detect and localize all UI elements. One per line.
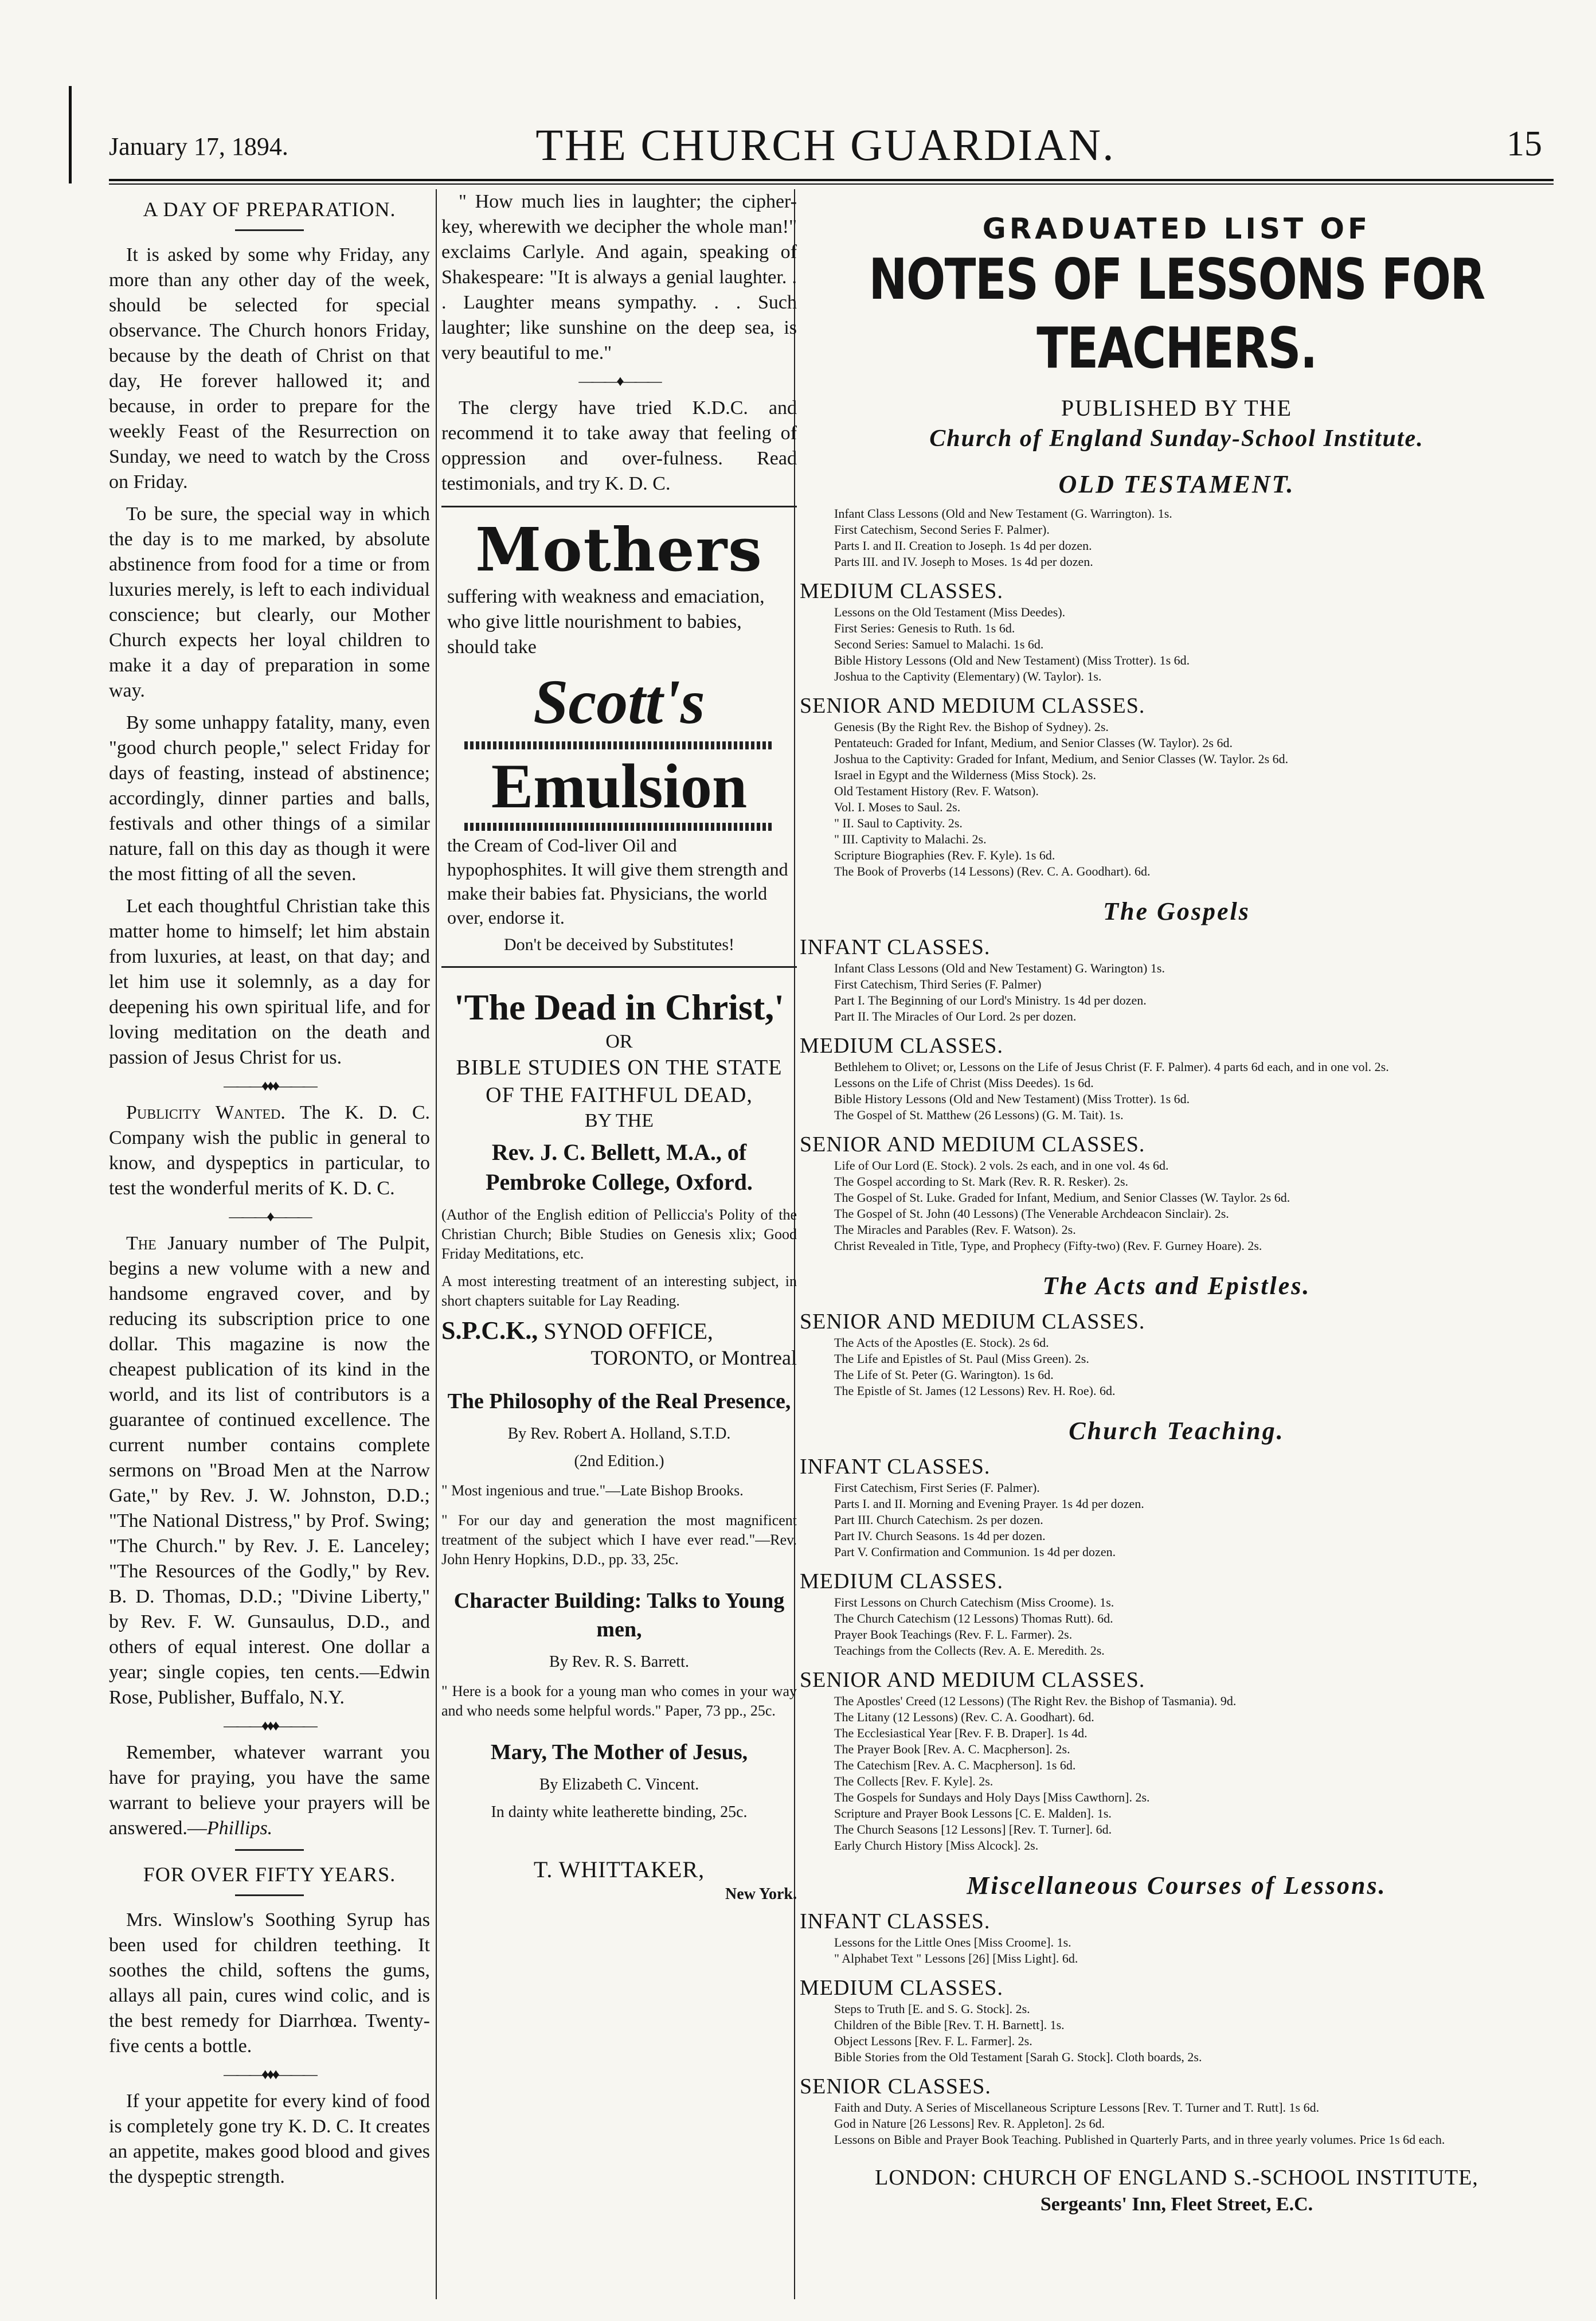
book-author: By Elizabeth C. Vincent. [539,1776,699,1794]
lesson-entry: The Gospel of St. Matthew (26 Lessons) (G. M. Tait). 1s. [834,1108,1124,1122]
lesson-entry: Christ Revealed in Title, Type, and Prophecy (Fifty-two) (Rev. F. Gurney Hoare). 2s. [834,1238,1262,1253]
publisher-city: New York. [725,1885,797,1903]
list-title: NOTES OF LESSONS FOR TEACHERS. [869,247,1485,381]
lesson-entry: The Gospel according to St. Mark (Rev. R. R. Resker). 2s. [834,1174,1129,1189]
class-heading: SENIOR AND MEDIUM CLASSES. [800,1668,1145,1692]
lesson-entry: Early Church History [Miss Alcock]. 2s. [834,1838,1039,1853]
lesson-entry: Scripture and Prayer Book Lessons [C. E. Malden]. 1s. [834,1806,1112,1820]
lesson-entry: " II. Saul to Captivity. 2s. [834,816,963,830]
lesson-entry: The Apostles' Creed (12 Lessons) (The Right Rev. the Bishop of Tasmania). 9d. [834,1694,1237,1708]
spck-line [441,1316,797,1346]
lesson-entry: Genesis (By the Right Rev. the Bishop of Sydney). 2s. [834,720,1109,734]
lesson-entry: First Series: Genesis to Ruth. 1s 6d. [834,621,1015,635]
section-heading: Church Teaching. [1069,1417,1285,1445]
lesson-entry: The Gospel of St. Luke. Graded for Infant, Medium, and Senior Classes (W. Taylor. 2s 6d. [834,1190,1290,1205]
masthead [109,115,1542,178]
lesson-entry: Lessons on the Life of Christ (Miss Deedes). 1s 6d. [834,1076,1094,1090]
book-edition: (2nd Edition.) [574,1452,664,1470]
lesson-entry: Lessons on the Old Testament (Miss Deedes). [834,605,1066,619]
column-left [109,189,430,2299]
section-heading: OLD TESTAMENT. [1058,470,1295,498]
lesson-entry: Vol. I. Moses to Saul. 2s. [834,800,961,814]
lesson-entry: First Catechism, Third Series (F. Palmer) [834,977,1042,991]
lesson-entry: Pentateuch: Graded for Infant, Medium, and Senior Classes (W. Taylor). 2s 6d. [834,736,1233,750]
lesson-entry: The Collects [Rev. F. Kyle]. 2s. [834,1774,993,1788]
lesson-entry: First Lessons on Church Catechism (Miss Croome). 1s. [834,1595,1114,1609]
scotts-emulsion-ad [441,506,797,968]
lesson-entry: First Catechism, Second Series F. Palmer). [834,522,1050,537]
lesson-entry: Teachings from the Collects (Rev. A. E. Meredith. 2s. [834,1643,1105,1658]
class-heading: MEDIUM CLASSES. [800,1034,1003,1058]
book-title: Character Building: Talks to Young men, [453,1589,785,1642]
notice-paragraph [109,1100,430,1201]
book-note: A most interesting treatment of an interesting subject, in short chapters suitable for Lay Reading. [441,1273,797,1309]
lesson-entry: Infant Class Lessons (Old and New Testament (G. Warrington). 1s. [834,506,1172,521]
lesson-entry: The Catechism [Rev. A. C. Macpherson]. 1s 6d. [834,1758,1076,1772]
book-binding: In dainty white leatherette binding, 25c. [491,1803,748,1821]
book-author: By Rev. Robert A. Holland, S.T.D. [507,1425,731,1443]
notice-paragraph [109,1231,430,1710]
book-or: OR [605,1031,633,1052]
ornament-divider: ———♦♦♦——— [224,2066,315,2082]
article-heading: FOR OVER FIFTY YEARS. [143,1863,396,1886]
lesson-entry: Infant Class Lessons (Old and New Testament) G. Warington) 1s. [834,961,1165,975]
quote-paragraph [109,1740,430,1841]
lesson-entry: Steps to Truth [E. and S. G. Stock]. 2s. [834,2002,1030,2016]
class-heading: SENIOR AND MEDIUM CLASSES. [800,694,1145,718]
book-note: (Author of the English edition of Pelliccia's Polity of the Christian Church; Bible Studies on Genesis xlix; Good Friday Meditations, etc. [441,1206,797,1262]
ad-paragraph: If your appetite for every kind of food is completely gone try K. D. C. It creates an appetite, makes good blood and gives the dyspeptic strength. [109,2091,430,2187]
lesson-entry: Second Series: Samuel to Malachi. 1s 6d. [834,637,1044,651]
ornament-divider: ———♦♦♦——— [224,1077,315,1094]
lesson-entry: Part II. The Miracles of Our Lord. 2s per dozen. [834,1009,1077,1023]
book-by: BY THE [585,1110,654,1131]
article-heading: A DAY OF PREPARATION. [143,198,396,221]
lesson-entry: Part IV. Church Seasons. 1s 4d per dozen. [834,1529,1046,1543]
ad-text: suffering with weakness and emaciation, who give little nourishment to babies, should take [447,586,765,658]
lesson-entry: Life of Our Lord (E. Stock). 2 vols. 2s each, and in one vol. 4s 6d. [834,1158,1169,1173]
clergy-paragraph: The clergy have tried K.D.C. and recommend it to take away that feeling of oppression and over-fulness. Read testimonials, and try K. D. C. [441,397,797,494]
lesson-entry: First Catechism, First Series (F. Palmer). [834,1480,1040,1495]
lesson-entry: Object Lessons [Rev. F. L. Farmer]. 2s. [834,2034,1032,2048]
notice-text: January number of The Pulpit, begins a new volume with a new and handsome engraved cover, and by reducing its subscription price to one dollar. This magazine is now the cheapest publication of its kind in the world, and its list of contributors is a guarantee of continued excellence. The current number contains complete sermons on "Broad Men at the Narrow Gate," by Rev. J. W. Johnston, D.D.; "The National Distress," by Prof. Swing; "The Church." by Rev. J. E. Lanceley; "The Resources of the Godly," by Rev. B. D. Thomas, D.D.; "Divine Liberty," by Rev. F. W. Gunsaulus, D.D., and others of equal interest. One dollar a year; single copies, ten cents.—Edwin Rose, Publisher, Buffalo, N.Y. [109,1233,430,1708]
book-review: " For our day and generation the most magnificent treatment of the subject which I have ever read."—Rev. John Henry Hopkins, D.D., pp. 33, 25c. [441,1512,797,1568]
laughter-paragraph: " How much lies in laughter; the cipher-key, wherewith we decipher the whole man!" exclaims Carlyle. And again, speaking of Shakespeare: "It is always a genial laughter. . . Laughter means sympathy. . . Such laughter; like sunshine on the deep sea, is very beautiful to me." [441,191,797,364]
lesson-entry: The Gospels for Sundays and Holy Days [Miss Cawthorn]. 2s. [834,1790,1150,1804]
page-number: 15 [1507,124,1542,163]
article-paragraph: Let each thoughtful Christian take this matter home to himself; let him abstain from luxuries, at least, on that day; and let him use it solemnly, as a day for deepening his own spiritual life, and for loving meditation on the death and passion of Jesus Christ for us. [109,896,430,1068]
spck-name: S.P.C.K., [441,1316,538,1345]
lesson-entry: Children of the Bible [Rev. T. H. Barnett]. 1s. [834,2018,1065,2032]
newspaper-title: THE CHURCH GUARDIAN. [535,120,1116,170]
book-review: " Here is a book for a young man who comes in your way and who needs some helpful words." Paper, 73 pp., 25c. [441,1683,797,1719]
lesson-entry: Joshua to the Captivity: Graded for Infant, Medium, and Senior Classes (W. Taylor. 2s 6d. [834,752,1289,766]
lesson-entry: Joshua to the Captivity (Elementary) (W. Taylor). 1s. [834,669,1102,683]
ad-text: the Cream of Cod-liver Oil and hypophosphites. It will give them strength and make their babies fat. Physicians, the world over, endorse it. [447,835,788,928]
institute-name: Church of England Sunday-School Institute. [929,425,1424,452]
class-heading: SENIOR CLASSES. [800,2074,991,2099]
lesson-entry: The Church Seasons [12 Lessons] [Rev. T. Turner]. 6d. [834,1822,1112,1837]
lesson-entry: " III. Captivity to Malachi. 2s. [834,832,987,846]
class-heading: MEDIUM CLASSES. [800,1976,1003,2000]
lesson-entry: The Epistle of St. James (12 Lessons) Rev. H. Roe). 6d. [834,1384,1116,1398]
publisher-name: T. WHITTAKER, [533,1857,705,1882]
lesson-entry: The Book of Proverbs (14 Lessons) (Rev. C. A. Goodhart). 6d. [834,864,1151,878]
lesson-entry: Prayer Book Teachings (Rev. F. L. Farmer). 2s. [834,1627,1073,1642]
lesson-entry: The Acts of the Apostles (E. Stock). 2s 6d. [834,1335,1049,1350]
lesson-entry: Part I. The Beginning of our Lord's Ministry. 1s 4d per dozen. [834,993,1147,1007]
lesson-entry: The Gospel of St. John (40 Lessons) (The Venerable Archdeacon Sinclair). 2s. [834,1206,1229,1221]
notice-lead: Publicity Wanted. [126,1102,285,1123]
list-kicker: GRADUATED LIST OF [982,212,1371,245]
class-heading: MEDIUM CLASSES. [800,579,1003,603]
divider [235,1849,304,1851]
lesson-entry: Scripture Biographies (Rev. F. Kyle). 1s 6d. [834,848,1055,862]
lesson-entry: Lessons for the Little Ones [Miss Croome]. 1s. [834,1935,1071,1949]
lesson-entry: Part III. Church Catechism. 2s per dozen. [834,1513,1043,1527]
book-subtitle: BIBLE STUDIES ON THE STATE OF THE FAITHFUL DEAD, [456,1056,783,1107]
masthead-rule-thin [109,183,1554,185]
lesson-entry: Bible History Lessons (Old and New Testament) (Miss Trotter). 1s 6d. [834,1092,1190,1106]
ornament-divider: ———♦——— [229,1208,310,1225]
lesson-entry: God in Nature [26 Lessons] Rev. R. Appleton]. 2s 6d. [834,2116,1105,2131]
article-paragraph: It is asked by some why Friday, any more than any other day of the week, should be selected for special observance. The Church honors Friday, because by the death of Christ on that day, He forever hallowed it; and because, in order to prepare for the weekly Feast of the Resurrection on Sunday, we need to watch by the Cross on Friday. [109,244,430,493]
class-heading: SENIOR AND MEDIUM CLASSES. [800,1132,1145,1156]
column-divider [436,189,437,2299]
decorative-band [464,823,774,831]
lesson-entry: Bible History Lessons (Old and New Testament) (Miss Trotter). 1s 6d. [834,653,1190,667]
quote-attribution: Phillips. [206,1818,273,1839]
lesson-entry: Old Testament History (Rev. F. Watson). [834,784,1039,798]
lesson-entry: The Miracles and Parables (Rev. F. Watson). 2s. [834,1222,1076,1237]
lesson-entry: The Life and Epistles of St. Paul (Miss Green). 2s. [834,1351,1089,1366]
lesson-entry: Parts I. and II. Creation to Joseph. 1s 4d per dozen. [834,538,1092,553]
book-title: 'The Dead in Christ,' [453,987,785,1027]
article-paragraph: To be sure, the special way in which the day is to me marked, by absolute abstinence from food for a time or from luxuries merely, is left to each individual conscience; but clearly, our Mother Church expects her loyal children to make it a day of preparation in some way. [109,503,430,701]
column-middle [441,189,797,2299]
class-heading: SENIOR AND MEDIUM CLASSES. [800,1310,1145,1334]
section-heading: Miscellaneous Courses of Lessons. [967,1871,1387,1900]
ad-product: Emulsion [491,751,748,821]
book-title: The Philosophy of the Real Presence, [447,1389,791,1413]
class-heading: INFANT CLASSES. [800,1909,991,1933]
notice-text: The K. D. C. Company wish the public in general to know, and dyspeptics in particular, to test the wonderful merits of K. D. C. [109,1102,430,1199]
article-paragraph: By some unhappy fatality, many, even "good church people," select Friday for days of feasting, instead of abstinence; accordingly, dinner parties and balls, festivals and other things of a similar nature, fall on this day as though it were the most fitting of all the seven. [109,712,430,885]
lesson-entry: The Ecclesiastical Year [Rev. F. B. Draper]. 1s 4d. [834,1726,1088,1740]
lesson-entry: Bible Stories from the Old Testament [Sarah G. Stock]. Cloth boards, 2s. [834,2050,1202,2064]
section-heading: The Acts and Epistles. [1042,1272,1311,1300]
lesson-entry: The Church Catechism (12 Lessons) Thomas Rutt). 6d. [834,1611,1113,1626]
class-heading: MEDIUM CLASSES. [800,1569,1003,1593]
footer-address: Sergeants' Inn, Fleet Street, E.C. [1040,2194,1313,2215]
lesson-entry: Parts III. and IV. Joseph to Moses. 1s 4d per dozen. [834,554,1093,569]
spck-city: TORONTO, or Montreal [590,1346,797,1369]
divider [235,229,304,231]
ornament-divider: ———♦——— [578,373,660,389]
class-heading: INFANT CLASSES. [800,935,991,959]
section-heading: The Gospels [1103,897,1250,925]
lesson-entry: Faith and Duty. A Series of Miscellaneous Scripture Lessons [Rev. T. Turner and T. Rutt]. 1s 6d. [834,2100,1320,2115]
issue-date: January 17, 1894. [109,132,288,161]
lesson-entry: " Alphabet Text " Lessons [26] [Miss Light]. 6d. [834,1951,1078,1966]
lesson-entry: Part V. Confirmation and Communion. 1s 4d per dozen. [834,1545,1116,1559]
decorative-band [464,741,774,749]
lesson-entry: Lessons on Bible and Prayer Book Teaching. Published in Quarterly Parts, and in three yearly volumes. Price 1s 6d each. [834,2132,1445,2147]
footer-institute: LONDON: CHURCH OF ENGLAND S.-SCHOOL INSTITUTE, [875,2166,1478,2190]
masthead-rule [109,179,1554,181]
lesson-entry: Parts I. and II. Morning and Evening Prayer. 1s 4d per dozen. [834,1496,1144,1511]
quote-text: Remember, whatever warrant you have for praying, you have the same warrant to believe your prayers will be answered.— [109,1742,430,1839]
lesson-entry: The Litany (12 Lessons) (Rev. C. A. Goodhart). 6d. [834,1710,1094,1724]
ornament-divider: ———♦♦♦——— [224,1717,315,1734]
ad-headline: Mothers [475,514,763,585]
lesson-entry: Israel in Egypt and the Wilderness (Miss Stock). 2s. [834,768,1096,782]
book-author: Rev. J. C. Bellett, M.A., of Pembroke College, Oxford. [486,1139,753,1195]
column-right [800,189,1554,2299]
lesson-sections [800,470,1554,2148]
spck-office: SYNOD OFFICE, [543,1318,713,1344]
class-heading: INFANT CLASSES. [800,1455,991,1479]
notice-lead: The [126,1233,157,1254]
lesson-entry: Bethlehem to Olivet; or, Lessons on the Life of Jesus Christ (F. F. Palmer). 4 parts 6d each, and in one vol. 2s. [834,1060,1389,1074]
margin-rule [69,86,72,183]
book-author: By Rev. R. S. Barrett. [549,1653,689,1671]
book-title: Mary, The Mother of Jesus, [490,1740,748,1764]
book-review: " Most ingenious and true."—Late Bishop Brooks. [441,1482,744,1499]
divider [235,1894,304,1896]
lesson-entry: The Prayer Book [Rev. A. C. Macpherson]. 2s. [834,1742,1070,1756]
ad-brand: Scott's [533,667,705,737]
ad-footer: Don't be deceived by Substitutes! [504,935,734,954]
lesson-entry: The Life of St. Peter (G. Warington). 1s 6d. [834,1367,1054,1382]
ad-paragraph: Mrs. Winslow's Soothing Syrup has been used for children teething. It soothes the child, softens the gums, allays all pain, cures wind colic, and is the best remedy for Diarrhœa. Twenty-five cents a bottle. [109,1909,430,2057]
published-by: PUBLISHED BY THE [1061,395,1293,421]
